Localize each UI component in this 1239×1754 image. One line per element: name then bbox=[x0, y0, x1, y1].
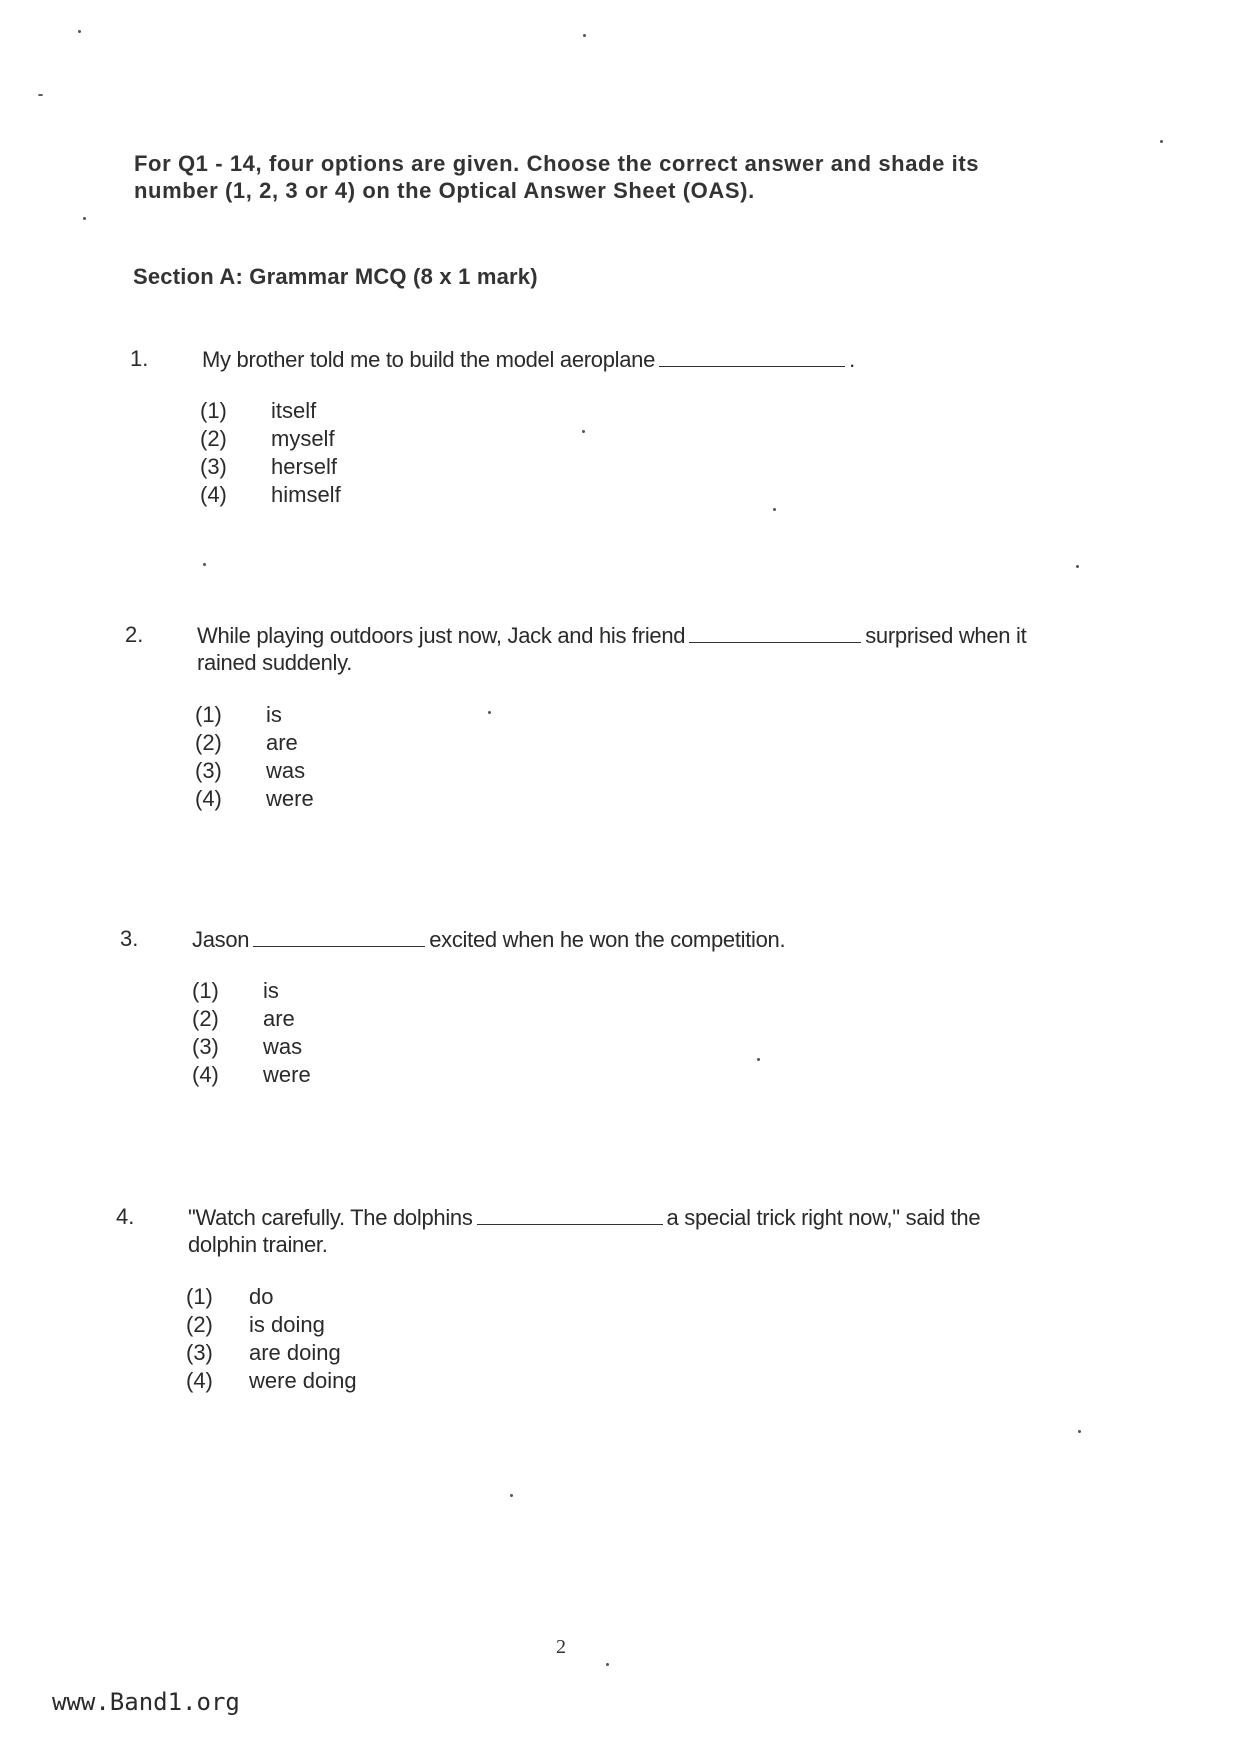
option-label: (2) bbox=[192, 1006, 219, 1031]
scan-speck bbox=[203, 563, 206, 566]
answer-blank bbox=[689, 624, 861, 643]
scan-speck bbox=[488, 711, 491, 714]
option-label: (3) bbox=[195, 758, 222, 783]
question-text-before: While playing outdoors just now, Jack and his friend bbox=[197, 623, 686, 648]
question-text bbox=[202, 346, 1042, 373]
scan-speck bbox=[1078, 1430, 1081, 1433]
scan-speck bbox=[83, 217, 86, 220]
answer-blank bbox=[253, 928, 425, 947]
option-label: (1) bbox=[195, 702, 222, 727]
scan-speck bbox=[38, 94, 43, 96]
option-label: (4) bbox=[200, 482, 227, 507]
option-text: do bbox=[249, 1284, 274, 1309]
option-text: are bbox=[263, 1006, 295, 1031]
option-text: are bbox=[266, 730, 298, 755]
question-number: 2. bbox=[125, 622, 144, 647]
option-text: is bbox=[266, 702, 282, 727]
scan-speck bbox=[1076, 565, 1079, 568]
option-text: are doing bbox=[249, 1340, 341, 1365]
question-text bbox=[197, 622, 1057, 676]
question-text-after: surprised when it rained suddenly. bbox=[197, 623, 1027, 675]
option-label: (2) bbox=[195, 730, 222, 755]
question-text bbox=[192, 926, 1032, 953]
scan-speck bbox=[757, 1058, 760, 1061]
answer-blank bbox=[477, 1206, 663, 1225]
question-text-after: a special trick right now," said the dolphin trainer. bbox=[188, 1205, 981, 1257]
option-label: (4) bbox=[192, 1062, 219, 1087]
scan-speck bbox=[582, 430, 585, 433]
option-text: is bbox=[263, 978, 279, 1003]
option-text: myself bbox=[271, 426, 335, 451]
question-number: 4. bbox=[116, 1204, 135, 1229]
scan-speck bbox=[78, 30, 81, 33]
option-text: himself bbox=[271, 482, 341, 507]
option-label: (3) bbox=[192, 1034, 219, 1059]
question-text-before: "Watch carefully. The dolphins bbox=[188, 1205, 473, 1230]
option-label: (2) bbox=[200, 426, 227, 451]
option-text: is doing bbox=[249, 1312, 325, 1337]
question-text-before: Jason bbox=[192, 927, 250, 952]
option-text: herself bbox=[271, 454, 338, 479]
option-label: (1) bbox=[200, 398, 227, 423]
option-text: were bbox=[263, 1062, 311, 1087]
option-text: was bbox=[266, 758, 306, 783]
question-number: 3. bbox=[120, 926, 139, 951]
option-label: (4) bbox=[195, 786, 222, 811]
option-label: (3) bbox=[200, 454, 227, 479]
option-text: was bbox=[263, 1034, 303, 1059]
option-text: were doing bbox=[249, 1368, 357, 1393]
question-text bbox=[188, 1204, 1048, 1258]
page-number: 2 bbox=[556, 1636, 566, 1658]
scan-speck bbox=[773, 508, 776, 511]
option-label: (4) bbox=[186, 1368, 213, 1393]
scan-speck bbox=[1160, 140, 1163, 143]
section-heading: Section A: Grammar MCQ (8 x 1 mark) bbox=[133, 264, 538, 289]
option-label: (3) bbox=[186, 1340, 213, 1365]
scan-speck bbox=[606, 1663, 609, 1666]
option-text: were bbox=[266, 786, 314, 811]
option-label: (1) bbox=[192, 978, 219, 1003]
question-text-after: excited when he won the competition. bbox=[429, 927, 786, 952]
question-number: 1. bbox=[130, 346, 149, 371]
option-label: (2) bbox=[186, 1312, 213, 1337]
question-text-before: My brother told me to build the model aeroplane bbox=[202, 347, 656, 372]
option-label: (1) bbox=[186, 1284, 213, 1309]
option-text: itself bbox=[271, 398, 317, 423]
answer-blank bbox=[659, 348, 845, 367]
scan-speck bbox=[583, 34, 586, 37]
scan-speck bbox=[510, 1494, 513, 1497]
watermark-url: www.Band1.org bbox=[52, 1688, 240, 1716]
question-text-after: . bbox=[849, 347, 855, 372]
instructions: For Q1 - 14, four options are given. Choose the correct answer and shade its number (1, 2, 3 or 4) on the Optical Answer Sheet (OAS). bbox=[134, 151, 980, 203]
